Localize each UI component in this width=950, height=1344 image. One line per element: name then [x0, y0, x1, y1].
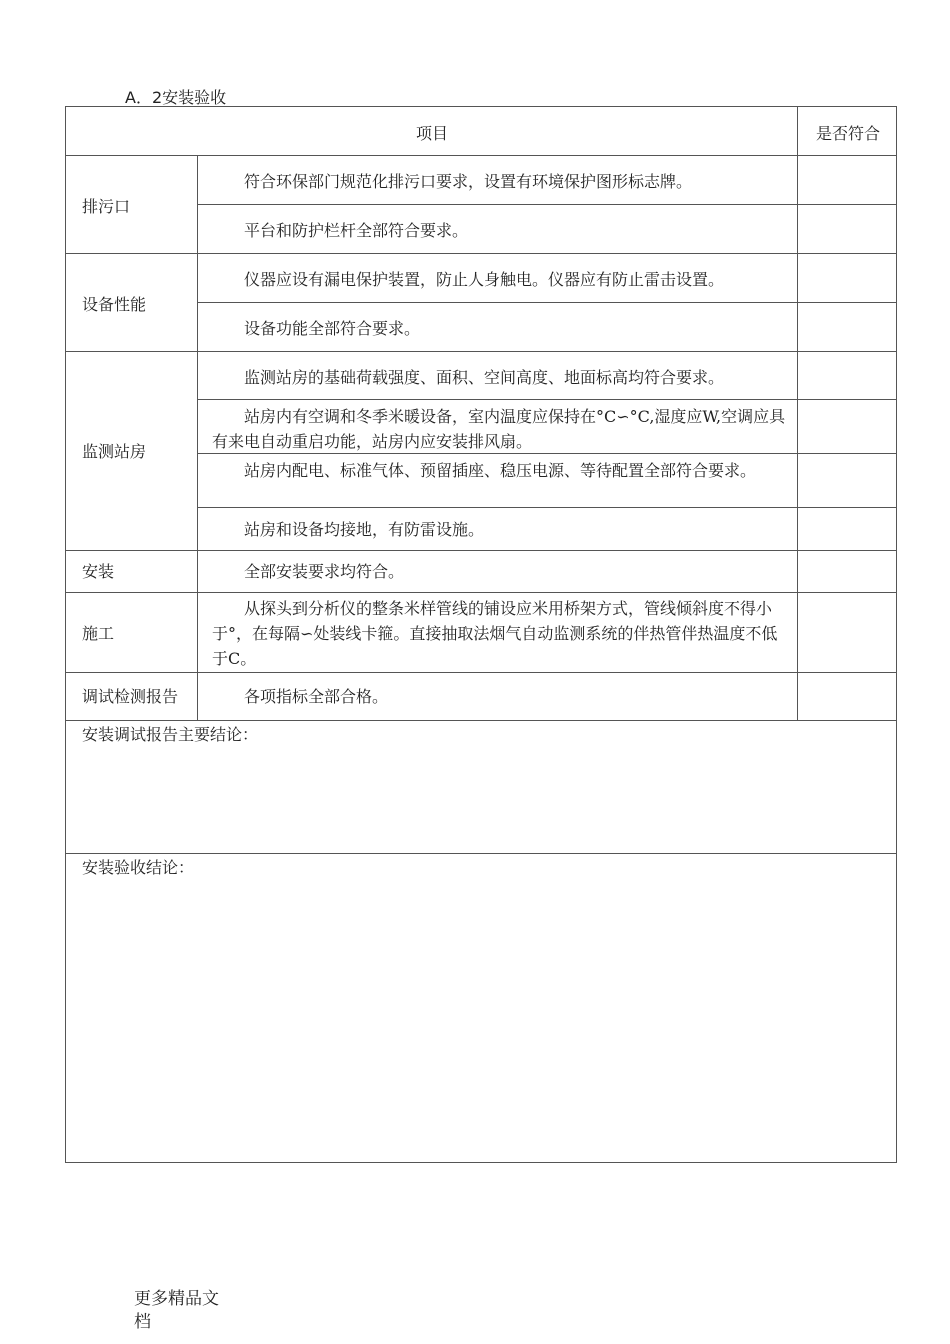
item-text: 站房内有空调和冬季米暖设备，室内温度应保持在°C∽°C,湿度应W,空调应具有来电自动重启功能，站房内应安装排风扇。	[212, 407, 786, 451]
item-text	[212, 458, 792, 483]
header-item: 项目	[415, 124, 448, 143]
rule	[66, 672, 896, 673]
column-rule	[197, 155, 198, 720]
section-label-report: 调试检测报告	[82, 687, 179, 706]
acceptance-conclusion-label: 安装验收结论：	[82, 858, 195, 877]
rule	[197, 507, 896, 508]
item-text	[212, 218, 792, 243]
item-text	[212, 559, 792, 584]
item-text	[212, 404, 792, 454]
rule	[197, 204, 896, 205]
section-label-construction: 施工	[82, 624, 115, 643]
item-text	[212, 596, 792, 671]
rule	[66, 155, 896, 156]
item-text: 平台和防护栏杆全部符合要求。	[244, 221, 469, 240]
report-conclusion-label: 安装调试报告主要结论：	[82, 725, 259, 744]
item-text	[212, 517, 792, 542]
section-label-equipment: 设备性能	[82, 295, 147, 314]
rule	[66, 253, 896, 254]
item-text: 仪器应设有漏电保护装置，防止人身触电。仪器应有防止雷击设置。	[244, 270, 725, 289]
acceptance-table	[65, 106, 897, 1163]
rule	[197, 399, 896, 400]
item-text	[212, 169, 792, 194]
rule	[66, 351, 896, 352]
item-text: 全部安装要求均符合。	[244, 562, 405, 581]
item-text: 各项指标全部合格。	[244, 687, 389, 706]
section-label-station: 监测站房	[82, 442, 147, 461]
rule	[66, 853, 896, 854]
item-text	[212, 267, 792, 292]
footer-note: 更多精品文档	[134, 1289, 219, 1332]
rule	[66, 550, 896, 551]
section-label-installation: 安装	[82, 562, 115, 581]
rule	[197, 302, 896, 303]
rule	[66, 720, 896, 721]
column-rule	[797, 107, 798, 720]
section-heading: A．2安装验收	[125, 88, 227, 107]
rule	[66, 592, 896, 593]
item-text: 站房和设备均接地，有防雷设施。	[244, 520, 485, 539]
item-text: 站房内配电、标准气体、预留插座、稳压电源、等待配置全部符合要求。	[244, 461, 757, 480]
item-text	[212, 684, 792, 709]
item-text	[212, 316, 792, 341]
section-label-outlet: 排污口	[82, 197, 131, 216]
item-text: 设备功能全部符合要求。	[244, 319, 421, 338]
item-text: 监测站房的基础荷载强度、面积、空间高度、地面标高均符合要求。	[244, 368, 725, 387]
item-text: 符合环保部门规范化排污口要求，设置有环境保护图形标志牌。	[244, 172, 693, 191]
header-conformity: 是否符合	[815, 124, 880, 143]
item-text: 从探头到分析仪的整条米样管线的铺设应米用桥架方式，管线倾斜度不得小于°，在每隔∽处装线卡箍。直接抽取法烟气自动监测系统的伴热管伴热温度不低于C。	[212, 599, 778, 668]
item-text	[212, 365, 792, 390]
